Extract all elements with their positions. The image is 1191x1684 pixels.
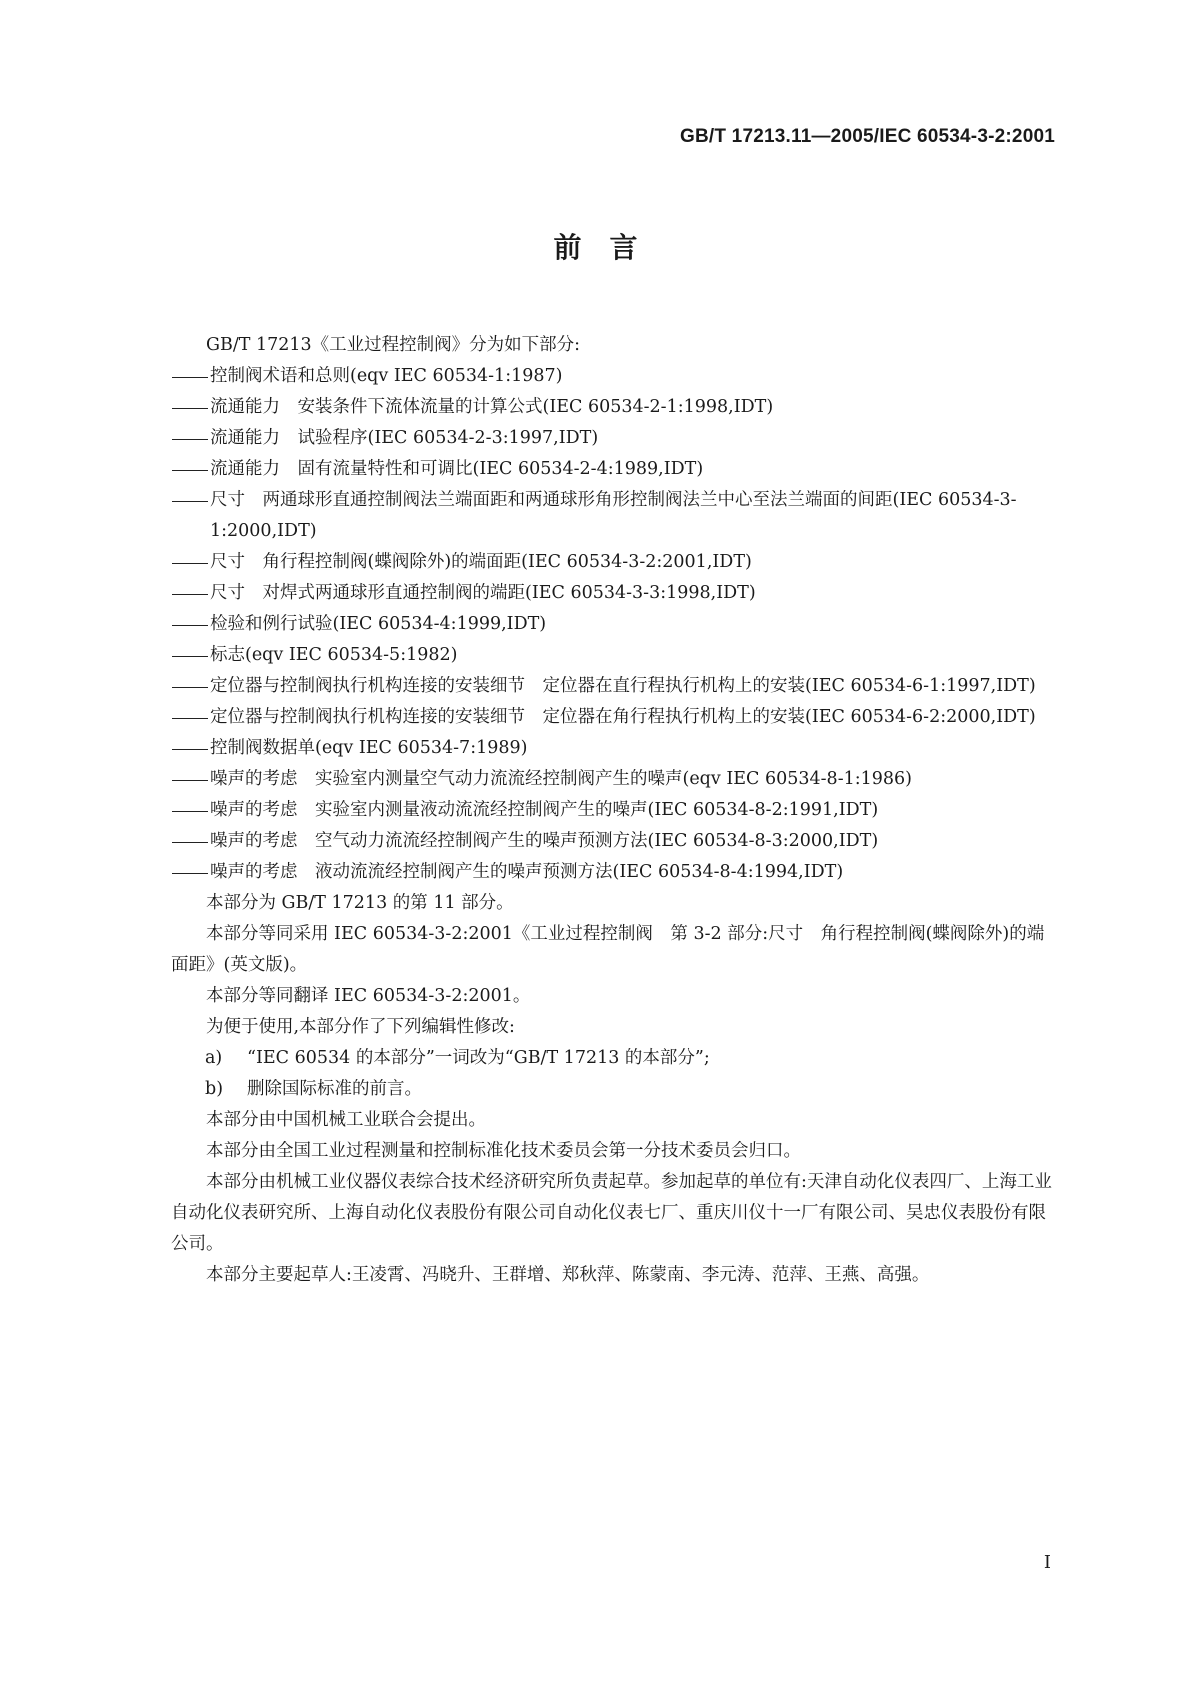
amendment-text: “IEC 60534 的本部分”一词改为“GB/T 17213 的本部分”; — [247, 1048, 710, 1068]
amendment-label: b) — [205, 1079, 224, 1099]
list-item: 尺寸 两通球形直通控制阀法兰端面距和两通球形角形控制阀法兰中心至法兰端面的间距(IEC 60534-3-1:2000,IDT) — [210, 490, 1017, 541]
parts-list — [171, 361, 1059, 888]
amendment-item — [171, 1074, 1059, 1105]
list-item: 检验和例行试验(IEC 60534-4:1999,IDT) — [210, 614, 547, 634]
amendment-item — [171, 1043, 1059, 1074]
list-item: 流通能力 试验程序(IEC 60534-2-3:1997,IDT) — [210, 428, 599, 448]
list-item: 定位器与控制阀执行机构连接的安装细节 定位器在直行程执行机构上的安装(IEC 60534-6-1:1997,IDT) — [210, 676, 1036, 696]
paragraph-drafters: 本部分主要起草人:王凌霄、冯晓升、王群增、郑秋萍、陈蒙南、李元涛、范萍、王燕、高强。 — [206, 1265, 930, 1285]
list-item: 噪声的考虑 空气动力流流经控制阀产生的噪声预测方法(IEC 60534-8-3:2000,IDT) — [210, 831, 879, 851]
paragraph-drafting-units: 本部分由机械工业仪器仪表综合技术经济研究所负责起草。参加起草的单位有:天津自动化仪表四厂、上海工业自动化仪表研究所、上海自动化仪表股份有限公司自动化仪表七厂、重庆川仪十一厂有限公司、吴忠仪表股份有限公司。 — [171, 1172, 1052, 1254]
amendment-label: a) — [205, 1048, 223, 1068]
list-item: 尺寸 对焊式两通球形直通控制阀的端距(IEC 60534-3-3:1998,IDT) — [210, 583, 756, 603]
list-item: 定位器与控制阀执行机构连接的安装细节 定位器在角行程执行机构上的安装(IEC 60534-6-2:2000,IDT) — [210, 707, 1036, 727]
paragraph-part-number: 本部分为 GB/T 17213 的第 11 部分。 — [206, 893, 514, 913]
paragraph-proposer: 本部分由中国机械工业联合会提出。 — [206, 1110, 486, 1130]
foreword-body — [171, 330, 1059, 1291]
list-item: 噪声的考虑 液动流流经控制阀产生的噪声预测方法(IEC 60534-8-4:1994,IDT) — [210, 862, 844, 882]
paragraph-edits-intro: 为便于使用,本部分作了下列编辑性修改: — [206, 1017, 515, 1037]
page-title: 前 言 — [553, 231, 638, 264]
amendment-text: 删除国际标准的前言。 — [247, 1079, 422, 1099]
list-item: 流通能力 固有流量特性和可调比(IEC 60534-2-4:1989,IDT) — [210, 459, 704, 479]
page-number: I — [1043, 1552, 1051, 1573]
list-item: 标志(eqv IEC 60534-5:1982) — [210, 645, 458, 665]
list-item: 尺寸 角行程控制阀(蝶阀除外)的端面距(IEC 60534-3-2:2001,IDT) — [210, 552, 752, 572]
list-item: 控制阀数据单(eqv IEC 60534-7:1989) — [210, 738, 528, 758]
paragraph-committee: 本部分由全国工业过程测量和控制标准化技术委员会第一分技术委员会归口。 — [206, 1141, 801, 1161]
paragraph-adoption: 本部分等同采用 IEC 60534-3-2:2001《工业过程控制阀 第 3-2 部分:尺寸 角行程控制阀(蝶阀除外)的端面距》(英文版)。 — [171, 924, 1045, 975]
intro-paragraph: GB/T 17213《工业过程控制阀》分为如下部分: — [206, 335, 581, 355]
list-item: 控制阀术语和总则(eqv IEC 60534-1:1987) — [210, 366, 563, 386]
list-item: 噪声的考虑 实验室内测量液动流流经控制阀产生的噪声(IEC 60534-8-2:1991,IDT) — [210, 800, 879, 820]
standard-code-header: GB/T 17213.11—2005/IEC 60534-3-2:2001 — [680, 126, 1055, 147]
list-item: 流通能力 安装条件下流体流量的计算公式(IEC 60534-2-1:1998,IDT) — [210, 397, 774, 417]
paragraph-translation: 本部分等同翻译 IEC 60534-3-2:2001。 — [206, 986, 531, 1006]
list-item: 噪声的考虑 实验室内测量空气动力流流经控制阀产生的噪声(eqv IEC 60534-8-1:1986) — [210, 769, 912, 789]
